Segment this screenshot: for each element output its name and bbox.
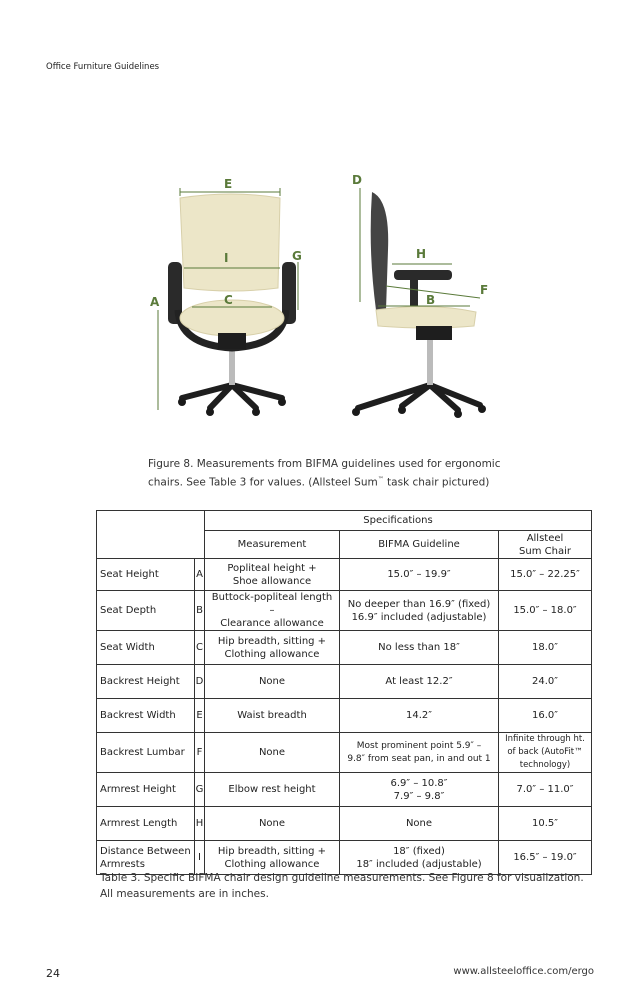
label-f: F bbox=[480, 283, 489, 297]
table-row: Backrest Width E Waist breadth 14.2″ 16.0″ bbox=[97, 699, 592, 733]
table-row: Backrest Height D None At least 12.2″ 24.0″ bbox=[97, 665, 592, 699]
label-c: C bbox=[224, 293, 233, 307]
table-row: Distance Between Armrests I Hip breadth, sitting + Clothing allowance 18″ (fixed) 18″ included (adjustable) 16.5″ – 19.0″ bbox=[97, 841, 592, 875]
label-h: H bbox=[416, 247, 427, 261]
blank-header-cell bbox=[97, 511, 205, 531]
page-number: 24 bbox=[46, 967, 60, 980]
table-row: Armrest Height G Elbow rest height 6.9″ – 10.8″ 7.9″ – 9.8″ 7.0″ – 11.0″ bbox=[97, 773, 592, 807]
label-b: B bbox=[426, 293, 436, 307]
col-measurement: Measurement bbox=[205, 531, 340, 559]
side-chair-illustration bbox=[352, 173, 488, 418]
specifications-header: Specifications bbox=[205, 511, 592, 531]
table-row: Seat Width C Hip breadth, sitting + Clothing allowance No less than 18″ 18.0″ bbox=[97, 631, 592, 665]
table-row: Armrest Length H None None 10.5″ bbox=[97, 807, 592, 841]
label-d: D bbox=[352, 173, 362, 187]
col-allsteel: Allsteel Sum Chair bbox=[499, 531, 592, 559]
col-bifma: BIFMA Guideline bbox=[340, 531, 499, 559]
label-g: G bbox=[292, 249, 302, 263]
label-e: E bbox=[224, 177, 233, 191]
table-row: Seat Height A Popliteal height + Shoe allowance 15.0″ – 19.9″ 15.0″ – 22.25″ bbox=[97, 559, 592, 591]
blank-header-cell bbox=[97, 531, 205, 559]
label-a: A bbox=[150, 295, 160, 309]
running-header: Office Furniture Guidelines bbox=[46, 62, 160, 72]
chair-measurement-figure bbox=[140, 170, 500, 420]
table-caption: Table 3. Specific BIFMA chair design guideline measurements. See Figure 8 for visualization. All measurements are in inches. bbox=[100, 872, 584, 900]
figure-caption-line2: chairs. See Table 3 for values. (Allsteel Sum™ task chair pictured) bbox=[148, 476, 490, 489]
figure-caption-line1: Figure 8. Measurements from BIFMA guidelines used for ergonomic bbox=[148, 458, 501, 470]
label-i: I bbox=[224, 251, 229, 265]
front-chair-illustration bbox=[150, 177, 302, 416]
footer-url[interactable]: www.allsteeloffice.com/ergo bbox=[453, 966, 594, 977]
specifications-table bbox=[96, 510, 592, 875]
table-row: Seat Depth B Buttock-popliteal length – Clearance allowance No deeper than 16.9″ (fixed) 16.9″ included (adjustable) 15.0″ – 18.0″ bbox=[97, 591, 592, 631]
figure-caption bbox=[148, 456, 528, 491]
table-row: Backrest Lumbar F None Most prominent point 5.9″ – 9.8″ from seat pan, in and out 1 Infinite through ht. of back (AutoFit™ technology) bbox=[97, 733, 592, 773]
